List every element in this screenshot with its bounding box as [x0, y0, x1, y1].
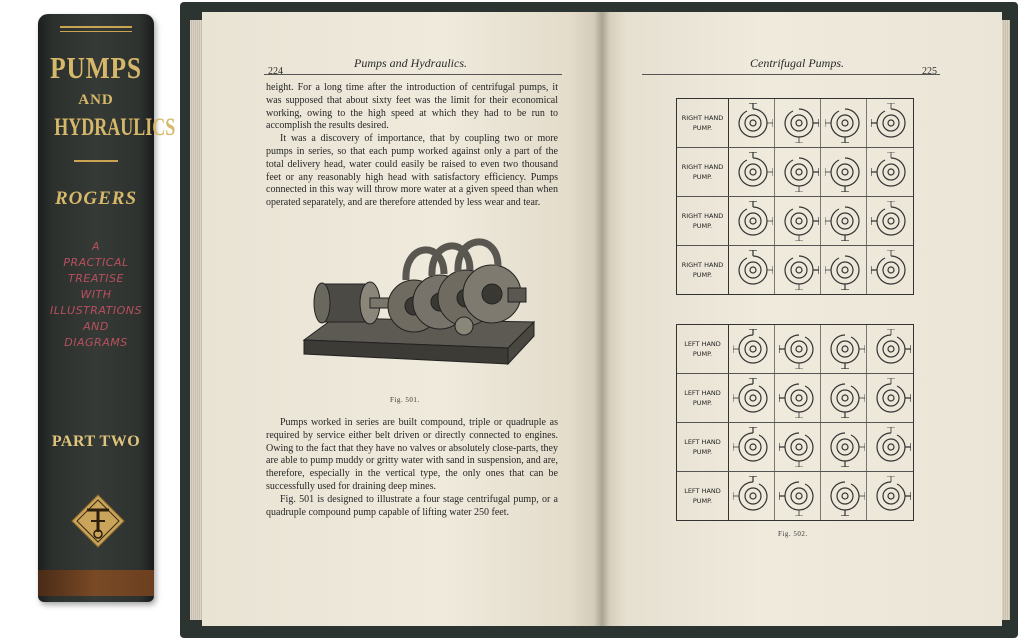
header-rule-right: [642, 74, 940, 75]
paragraph: Fig. 501 is designed to illustrate a four stage centrifugal pump, or a quadruple compound pump capable of lifting water 250 feet.: [266, 493, 558, 518]
pump-diagram-cell: [867, 472, 913, 520]
pump-diagram-cell: [775, 423, 821, 471]
spine-top-rule-thin: [60, 31, 132, 32]
row-label: LEFT HAND PUMP.: [677, 374, 729, 422]
pump-diagram-cell: [729, 197, 775, 245]
pump-schematic-icon: [825, 201, 865, 241]
pump-diagram-cell: [867, 246, 913, 294]
pump-diagram-cell: [821, 374, 867, 422]
pump-schematic-icon: [779, 201, 819, 241]
pump-schematic-icon: [825, 103, 865, 143]
pump-diagram-cell: [821, 148, 867, 196]
row-label: RIGHT HAND PUMP.: [677, 148, 729, 196]
row-label: LEFT HAND PUMP.: [677, 423, 729, 471]
spine-title-line1: PUMPS: [50, 50, 142, 85]
pump-schematic-icon: [825, 329, 865, 369]
pump-schematic-icon: [871, 378, 911, 418]
grid-row: [677, 246, 913, 294]
grid-row: [677, 148, 913, 197]
pump-diagram-cell: [821, 99, 867, 147]
open-book: [180, 2, 1018, 638]
grid-row: [677, 472, 913, 520]
page-number-right: 225: [922, 66, 937, 77]
row-label: RIGHT HAND PUMP.: [677, 246, 729, 294]
pump-schematic-icon: [779, 250, 819, 290]
pump-diagram-cell: [729, 472, 775, 520]
pump-schematic-icon: [779, 152, 819, 192]
grid-row: [677, 423, 913, 472]
pump-diagram-cell: [729, 325, 775, 373]
book-spine: [38, 14, 176, 602]
paragraph: Pumps worked in series are built compound, triple or quadruple as required by service either belt driven or directly connected to engines. Owing to the fact that they have no valves or absolutely close-parts, they are able to pump muddy or gritty water with sand in suspension, and are, therefore, especially in the vertical type, the only ones that can be successfully used for draining deep mines.: [266, 417, 558, 492]
paragraph: height. For a long time after the introduction of centrifugal pumps, it was supposed that about sixty feet was the limit for their economical working, owing to the high speed at which they had to be run to accomplish the results desired.: [266, 82, 558, 132]
pump-schematic-icon: [733, 250, 773, 290]
pump-diagram-cell: [775, 472, 821, 520]
spine-subtitle-line: PRACTICAL: [63, 256, 129, 269]
pump-diagram-cell: [729, 246, 775, 294]
pump-schematic-icon: [871, 427, 911, 467]
pump-diagram-cell: [729, 148, 775, 196]
pump-diagram-cell: [867, 197, 913, 245]
page-number-left: 224: [268, 66, 283, 77]
pump-schematic-icon: [779, 329, 819, 369]
pump-schematic-icon: [779, 103, 819, 143]
spine-subtitle-line: ILLUSTRATIONS: [50, 304, 142, 317]
pump-schematic-icon: [733, 152, 773, 192]
publisher-logo-icon: [71, 494, 125, 548]
pump-diagram-cell: [775, 246, 821, 294]
left-text-bottom: [266, 417, 558, 519]
pump-schematic-icon: [871, 476, 911, 516]
spine-mid-rule: [74, 160, 118, 162]
pump-schematic-icon: [825, 427, 865, 467]
book-gutter: [594, 12, 610, 626]
grid-row: [677, 325, 913, 374]
pump-schematic-icon: [871, 329, 911, 369]
figure-caption-501: Fig. 501.: [390, 396, 420, 404]
pump-schematic-icon: [733, 476, 773, 516]
pump-diagram-cell: [729, 423, 775, 471]
spine-part-label: PART TWO: [51, 433, 141, 450]
spine-worn-band: [38, 570, 154, 596]
pump-diagram-cell: [821, 423, 867, 471]
running-head-left: Pumps and Hydraulics.: [354, 56, 467, 70]
grid-row: [677, 99, 913, 148]
pump-schematic-icon: [825, 152, 865, 192]
pump-schematic-icon: [825, 476, 865, 516]
spine-subtitle-line: AND: [83, 320, 109, 333]
spine-title-line3: HYDRAULICS: [54, 114, 176, 141]
spine-subtitle-line: WITH: [80, 288, 112, 301]
pump-diagram-cell: [775, 325, 821, 373]
pump-schematic-icon: [871, 201, 911, 241]
pump-diagram-cell: [775, 197, 821, 245]
pump-schematic-icon: [825, 250, 865, 290]
pump-schematic-icon: [779, 476, 819, 516]
figure-caption-502: Fig. 502.: [778, 530, 808, 538]
pump-schematic-icon: [779, 378, 819, 418]
row-label: LEFT HAND PUMP.: [677, 325, 729, 373]
pump-diagram-cell: [729, 99, 775, 147]
pump-diagram-cell: [867, 423, 913, 471]
four-stage-pump-engraving: [294, 222, 540, 390]
pump-diagram-cell: [821, 472, 867, 520]
grid-row: [677, 374, 913, 423]
spine-subtitle-line: DIAGRAMS: [64, 336, 128, 349]
pump-diagram-cell: [821, 197, 867, 245]
spine-title-line2: AND: [78, 92, 114, 108]
pump-schematic-icon: [871, 103, 911, 143]
spine-subtitle-line: TREATISE: [68, 272, 124, 285]
pump-schematic-icon: [733, 329, 773, 369]
right-page: [602, 12, 1002, 626]
spine-top-rule: [60, 26, 132, 28]
pump-schematic-icon: [825, 378, 865, 418]
pump-diagram-cell: [821, 246, 867, 294]
right-hand-pump-grid: [676, 98, 914, 295]
pump-diagram-cell: [867, 374, 913, 422]
pump-diagram-cell: [821, 325, 867, 373]
row-label: RIGHT HAND PUMP.: [677, 197, 729, 245]
pump-schematic-icon: [779, 427, 819, 467]
pump-diagram-cell: [867, 148, 913, 196]
pump-diagram-cell: [867, 325, 913, 373]
pump-diagram-cell: [775, 148, 821, 196]
pump-schematic-icon: [871, 250, 911, 290]
pump-schematic-icon: [733, 103, 773, 143]
header-rule-left: [264, 74, 562, 75]
pump-diagram-cell: [775, 99, 821, 147]
paragraph: It was a discovery of importance, that by coupling two or more pumps in series, so that each pump worked against only a part of the total delivery head, water could easily be raised to even two thousand feet or any reasonably high head with satisfactory efficiency. Pumps connected in this way will throw more water at a given speed than when operated separately, and are therefore attended by less wear and tear.: [266, 133, 558, 209]
left-hand-pump-grid: [676, 324, 914, 521]
pump-schematic-icon: [733, 201, 773, 241]
pump-schematic-icon: [733, 378, 773, 418]
spine-author: ROGERS: [54, 188, 138, 209]
pump-diagram-cell: [867, 99, 913, 147]
pump-schematic-icon: [733, 427, 773, 467]
left-page: [202, 12, 602, 626]
spine-subtitle-line: A: [91, 240, 101, 253]
grid-row: [677, 197, 913, 246]
pump-schematic-icon: [871, 152, 911, 192]
page-edge-left: [190, 20, 202, 620]
row-label: RIGHT HAND PUMP.: [677, 99, 729, 147]
row-label: LEFT HAND PUMP.: [677, 472, 729, 520]
running-head-right: Centrifugal Pumps.: [750, 56, 845, 70]
pump-diagram-cell: [775, 374, 821, 422]
pump-diagram-cell: [729, 374, 775, 422]
left-text-top: [266, 82, 558, 210]
